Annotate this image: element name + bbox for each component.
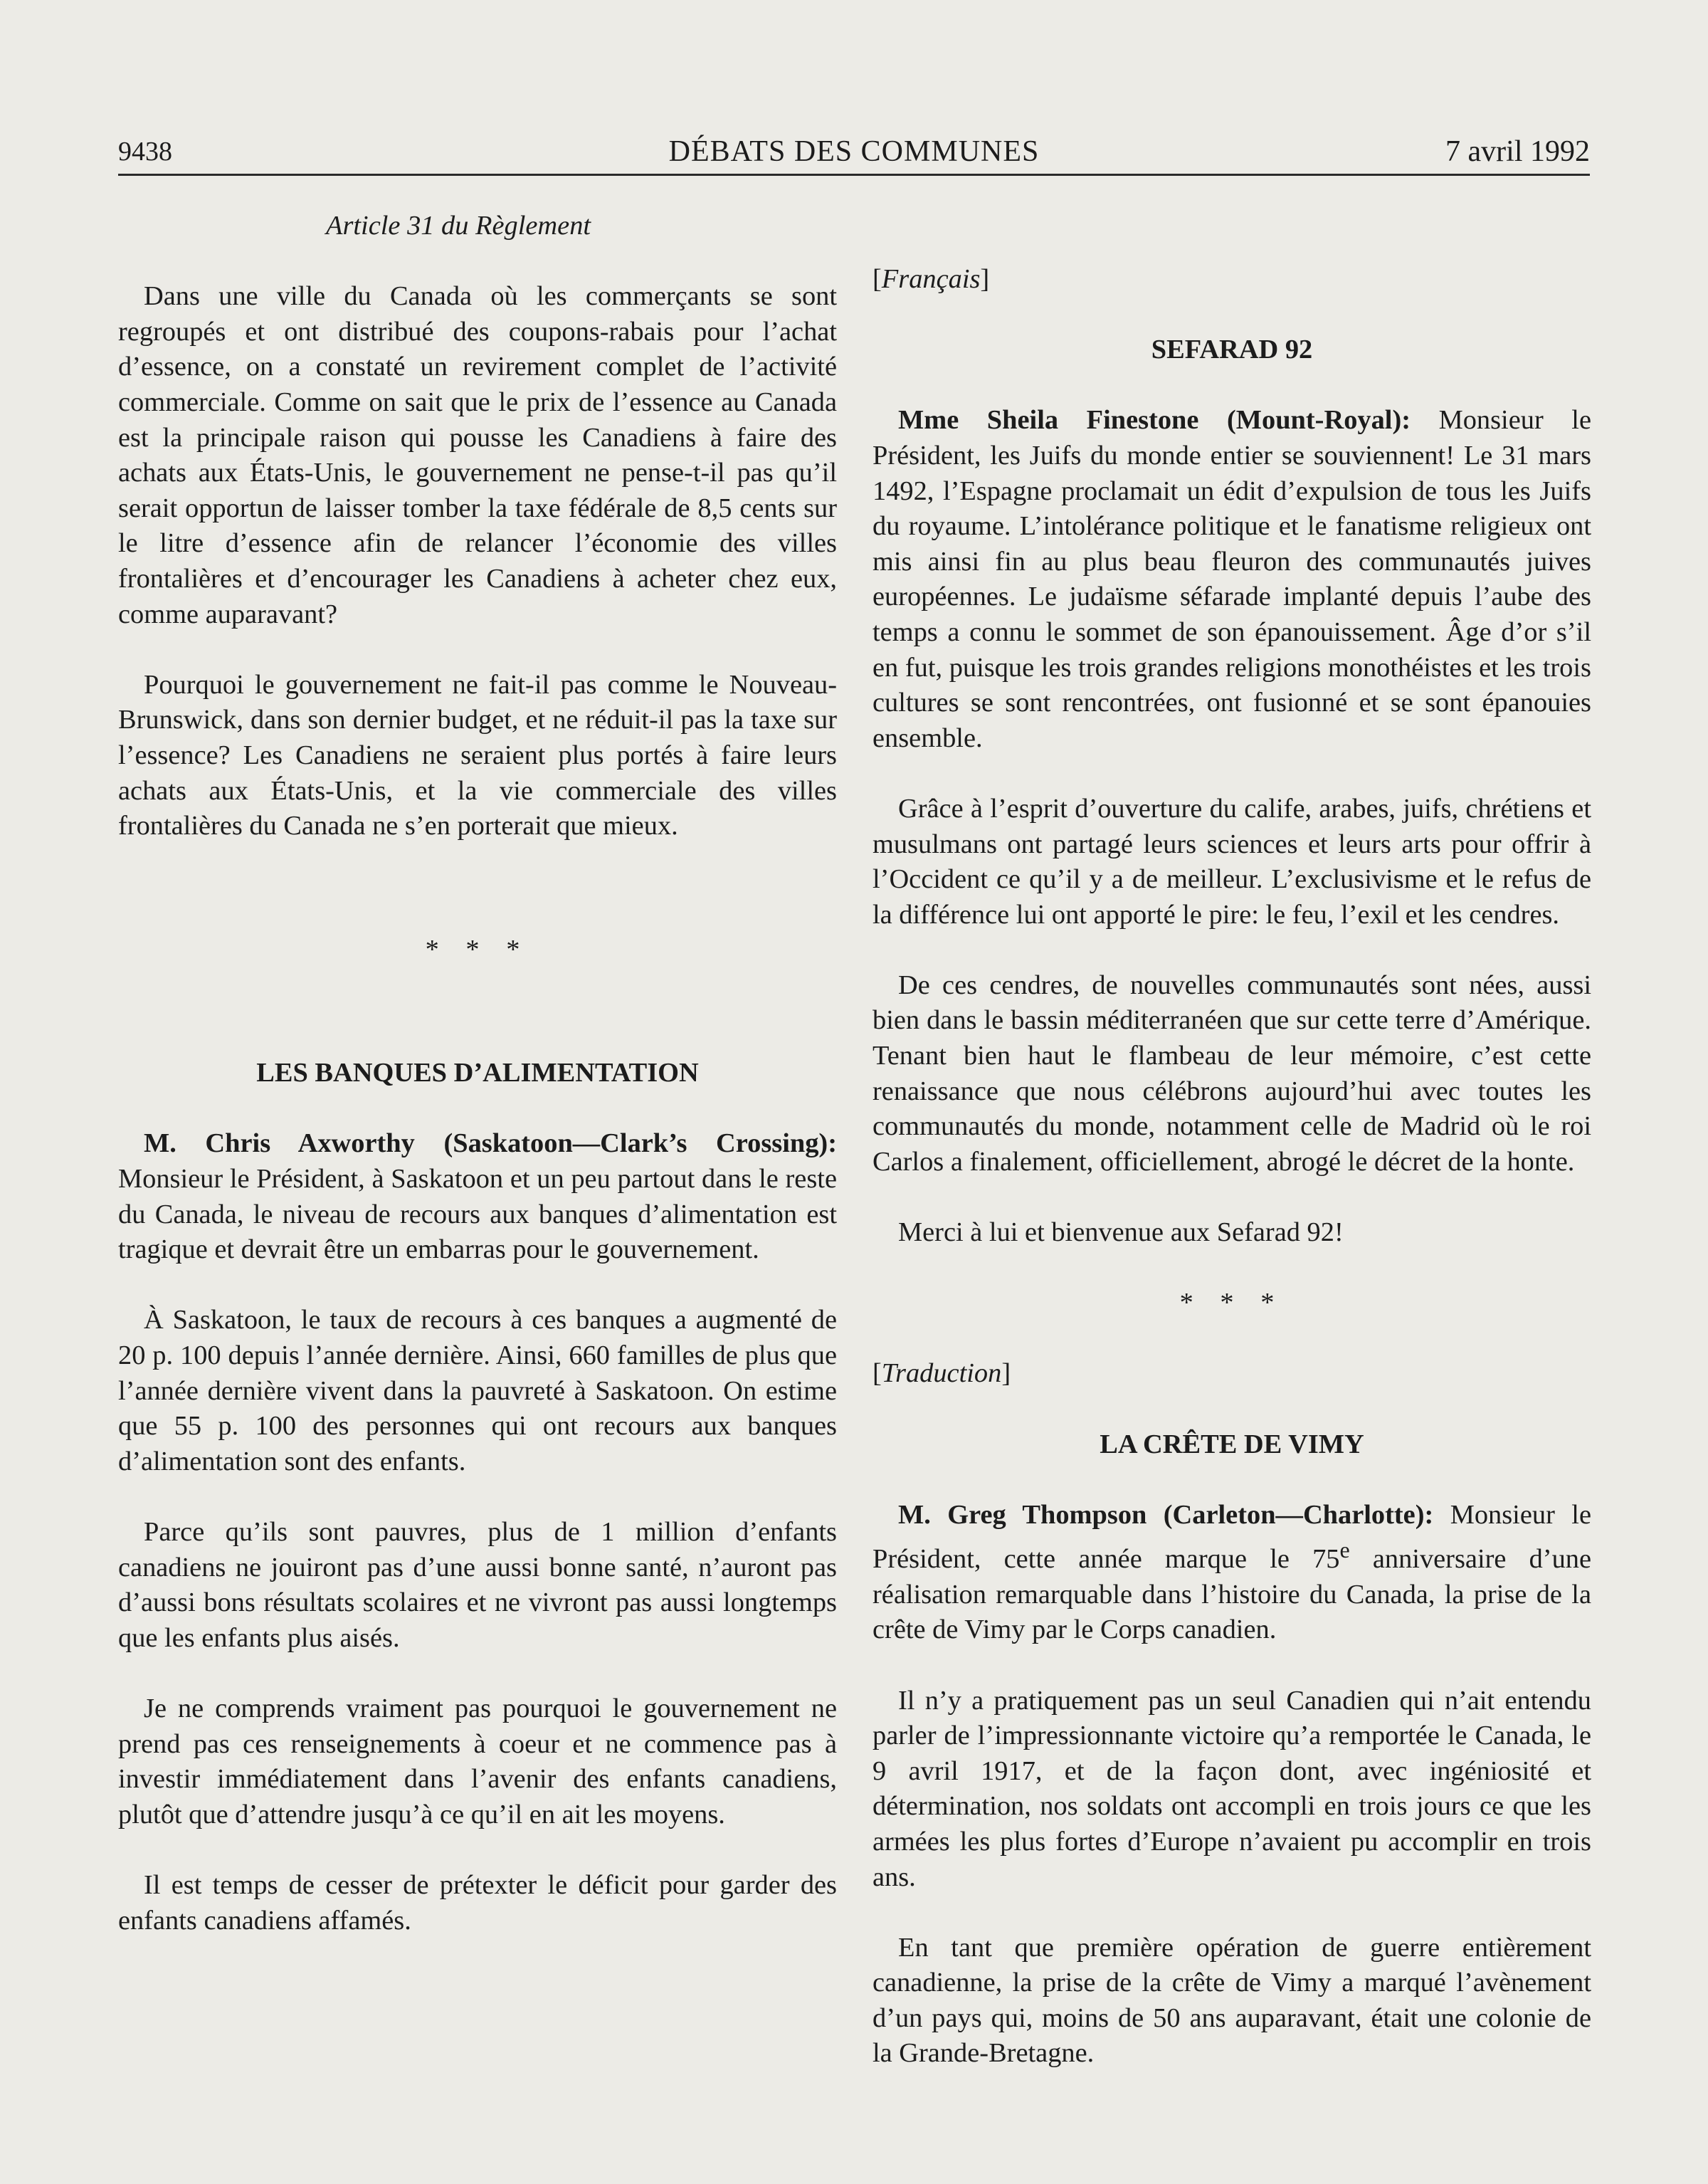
language-marker-text: Traduction	[881, 1358, 1002, 1389]
paragraph: De ces cendres, de nouvelles communautés sont nées, aussi bien dans le bassin méditerranéen que sur cette terre d’Amérique. Tenant bien haut le flambeau de leur mémoire, c’est cette renaissance que nous célébrons aujourd’hui avec toutes les communautés du monde, notamment celle de Madrid où le roi Carlos a finalement, officiellement, abrogé le décret de la honte.	[873, 970, 1591, 1177]
speech-paragraph	[118, 1126, 837, 1267]
speaker-name: Mme Sheila Finestone (Mount-Royal):	[898, 405, 1411, 436]
speech-text: Monsieur le Président, les Juifs du monde entier se souviennent! Le 31 mars 1492, l’Espagne proclamait un édit d’expulsion de tous les Juifs du royaume. L’intolérance politique et le fanatisme religieux ont mis ainsi fin au plus beau fleuron des communautés juives européennes. Le judaïsme séfarade implanté depuis l’aube des temps a connu le sommet de son épanouissement. Âge d’or s’il en fut, puisque les trois grandes religions monothéistes et les trois cultures se sont rencontrées, ont fusionné et se sont épanouies ensemble.	[873, 405, 1591, 753]
language-marker-text: Français	[881, 264, 981, 294]
header-rule	[118, 174, 1590, 176]
section-separator: * * *	[1179, 1288, 1285, 1318]
speech-paragraph	[873, 1498, 1591, 1648]
standing-order-label: Article 31 du Règlement	[326, 211, 591, 241]
paragraph: Grâce à l’esprit d’ouverture du calife, arabes, juifs, chrétiens et musulmans ont partagé leurs sciences et leurs arts pour offrir à l’Occident ce qu’il y a de meilleur. L’exclusivisme et le refus de la différence lui ont apporté le pire: le feu, l’exil et les cendres.	[873, 793, 1591, 930]
paragraph: Merci à lui et bienvenue aux Sefarad 92!	[898, 1217, 1344, 1248]
section-heading: LES BANQUES D’ALIMENTATION	[256, 1058, 699, 1088]
paragraph: En tant que première opération de guerre entièrement canadienne, la prise de la crête de Vimy a marqué l’avènement d’un pays qui, moins de 50 ans auparavant, était une colonie de la Grande-Bretagne.	[873, 1932, 1591, 2069]
paragraph: Il est temps de cesser de prétexter le déficit pour garder des enfants canadiens affamés.	[118, 1869, 837, 1936]
right-column	[873, 262, 1591, 2072]
paragraph: Pourquoi le gouvernement ne fait-il pas comme le Nouveau-Brunswick, dans son dernier budget, et ne réduit-il pas la taxe sur l’essence? Les Canadiens ne seraient plus portés à faire leurs achats aux États-Unis, et la vie commerciale des villes frontalières du Canada ne s’en porterait que mieux.	[118, 669, 837, 841]
section-separator: * * *	[425, 934, 530, 965]
page-number: 9438	[118, 137, 172, 167]
section-heading: LA CRÊTE DE VIMY	[1100, 1429, 1364, 1459]
speech-text: Monsieur le Président, à Saskatoon et un peu partout dans le reste du Canada, le niveau de recours aux banques d’alimentation est tragique et devrait être un embarras pour le gouvernement.	[118, 1164, 837, 1265]
paragraph: Je ne comprends vraiment pas pourquoi le gouvernement ne prend pas ces renseignements à coeur et ne commence pas à investir immédiatement dans l’avenir des enfants canadiens, plutôt que d’attendre jusqu’à ce qu’il en ait les moyens.	[118, 1693, 837, 1829]
paragraph: Dans une ville du Canada où les commerçants se sont regroupés et ont distribué des coupons-rabais pour l’achat d’essence, on a constaté un revirement complet de l’activité commerciale. Comme on sait que le prix de l’essence au Canada est la principale raison qui pousse les Canadiens à faire des achats aux États-Unis, le gouvernement ne pense-t-il pas qu’il serait opportun de laisser tomber la taxe fédérale de 8,5 cents sur le litre d’essence afin de relancer l’économie des villes frontalières et d’encourager les Canadiens à acheter chez eux, comme auparavant?	[118, 281, 837, 629]
paragraph: À Saskatoon, le taux de recours à ces banques a augmenté de 20 p. 100 depuis l’année dernière. Ainsi, 660 familles de plus que l’année dernière vivent dans la pauvreté à Saskatoon. On estime que 55 p. 100 des personnes qui ont recours aux banques d’alimentation sont des enfants.	[118, 1305, 837, 1476]
speaker-name: M. Greg Thompson (Carleton—Charlotte):	[898, 1499, 1434, 1530]
speech-text: anniversaire d’une réalisation remarquable dans l’histoire du Canada, la prise de la crête de Vimy par le Corps canadien.	[873, 1544, 1592, 1645]
language-marker: [Français]	[873, 264, 990, 294]
paragraph: Parce qu’ils sont pauvres, plus de 1 million d’enfants canadiens ne jouiront pas d’une aussi bonne santé, n’auront pas d’aussi bons résultats scolaires et ne vivront pas aussi longtemps que les enfants plus aisés.	[118, 1517, 837, 1653]
ordinal-suffix: e	[1339, 1537, 1350, 1563]
speech-paragraph	[873, 403, 1591, 756]
page-header	[118, 131, 1590, 172]
publication-title: DÉBATS DES COMMUNES	[668, 135, 1040, 168]
speech-text: Monsieur le Président, cette année marque le 75	[873, 1499, 1591, 1575]
language-marker: [Traduction]	[873, 1358, 1011, 1389]
publication-date: 7 avril 1992	[1445, 135, 1590, 168]
section-heading: SEFARAD 92	[1151, 335, 1313, 365]
paragraph: Il n’y a pratiquement pas un seul Canadien qui n’ait entendu parler de l’impressionnante victoire qu’a remportée le Canada, le 9 avril 1917, et de la façon dont, avec ingéniosité et détermination, nos soldats ont accompli en trois jours ce que les armées les plus fortes d’Europe n’avaient pu accomplir en trois ans.	[873, 1685, 1591, 1892]
speaker-name: M. Chris Axworthy (Saskatoon—Clark’s Crossing):	[144, 1128, 837, 1159]
left-column	[118, 209, 837, 1938]
